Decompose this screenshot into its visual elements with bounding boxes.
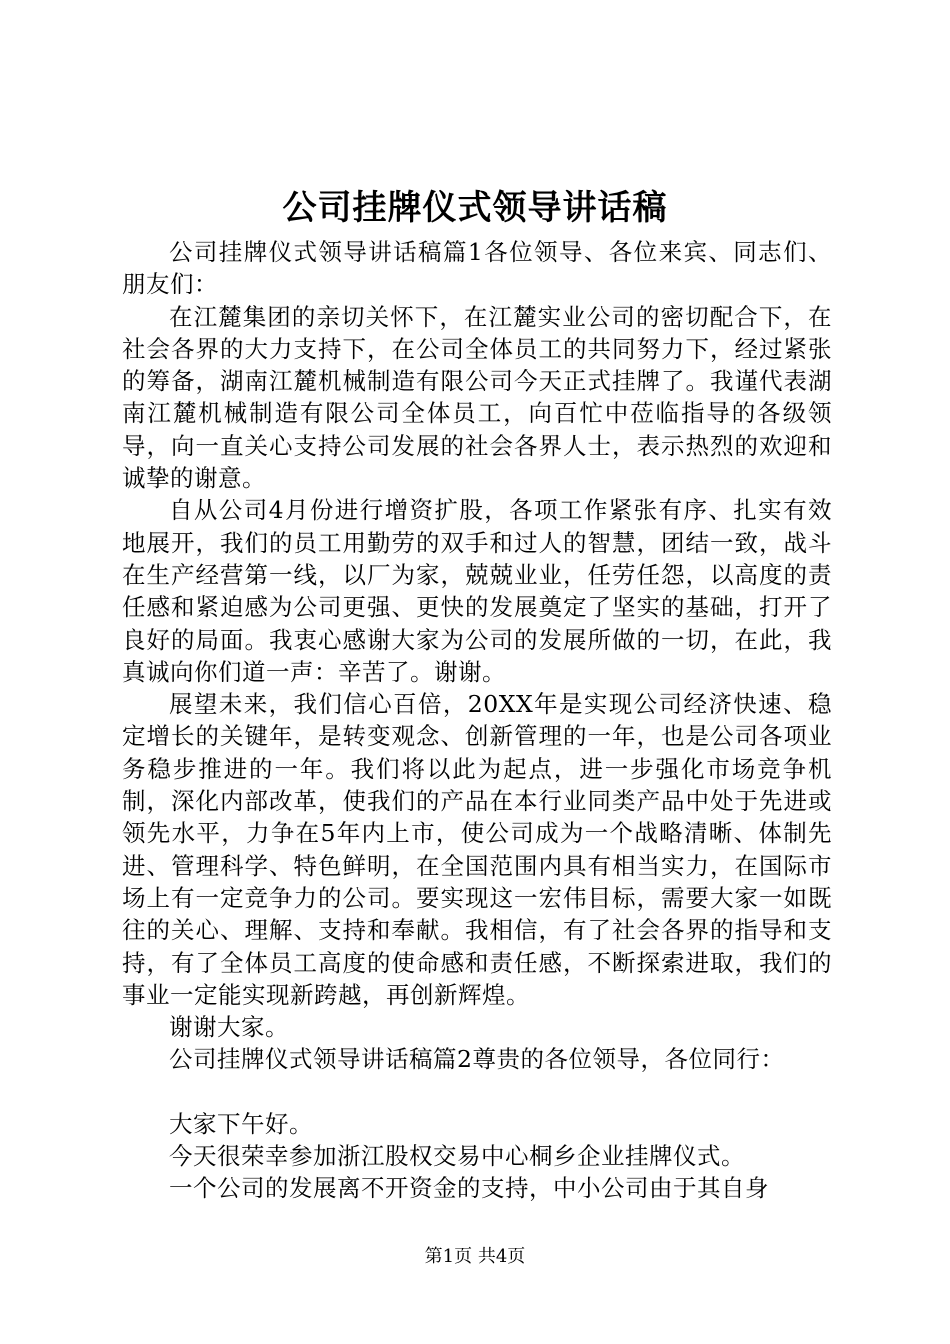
- paragraph: 今天很荣幸参加浙江股权交易中心桐乡企业挂牌仪式。: [169, 1142, 745, 1171]
- document-title: 公司挂牌仪式领导讲话稿: [282, 188, 668, 228]
- paragraph: 一个公司的发展离不开资金的支持，中小公司由于其自身: [169, 1174, 769, 1203]
- document-body: [122, 236, 832, 1205]
- paragraph-intro: 公司挂牌仪式领导讲话稿篇1各位领导、各位来宾、同志们、朋友们：: [122, 238, 832, 299]
- paragraph: 展望未来，我们信心百倍，20XX年是实现公司经济快速、稳定增长的关键年，是转变观念、创新管理的一年，也是公司各项业务稳步推进的一年。我们将以此为起点，进一步强化市场竞争机制，深化内部改革，使我们的产品在本行业同类产品中处于先进或领先水平，力争在5年内上市，使公司成为一个战略清晰、体制先进、管理科学、特色鲜明，在全国范围内具有相当实力，在国际市场上有一定竞争力的公司。要实现这一宏伟目标，需要大家一如既往的关心、理解、支持和奉献。我相信，有了社会各界的指导和支持，有了全体员工高度的使命感和责任感，不断探索进取，我们的事业一定能实现新跨越，再创新辉煌。: [122, 690, 832, 1009]
- page-number: 第1页 共4页: [424, 1246, 526, 1267]
- paragraph: 自从公司4月份进行增资扩股，各项工作紧张有序、扎实有效地展开，我们的员工用勤劳的双手和过人的智慧，团结一致，战斗在生产经营第一线，以厂为家，兢兢业业，任劳任怨，以高度的责任感和紧迫感为公司更强、更快的发展奠定了坚实的基础，打开了良好的局面。我衷心感谢大家为公司的发展所做的一切，在此，我真诚向你们道一声：辛苦了。谢谢。: [122, 496, 832, 686]
- paragraph: 在江麓集团的亲切关怀下，在江麓实业公司的密切配合下，在社会各界的大力支持下，在公司全体员工的共同努力下，经过紧张的筹备，湖南江麓机械制造有限公司今天正式挂牌了。我谨代表湖南江麓机械制造有限公司全体员工，向百忙中莅临指导的各级领导，向一直关心支持公司发展的社会各界人士，表示热烈的欢迎和诚挚的谢意。: [122, 302, 832, 493]
- paragraph-thanks: 谢谢大家。: [169, 1013, 289, 1042]
- paragraph-speech-2-heading: 公司挂牌仪式领导讲话稿篇2尊贵的各位领导，各位同行：: [169, 1045, 785, 1074]
- paragraph-greeting: 大家下午好。: [169, 1109, 313, 1138]
